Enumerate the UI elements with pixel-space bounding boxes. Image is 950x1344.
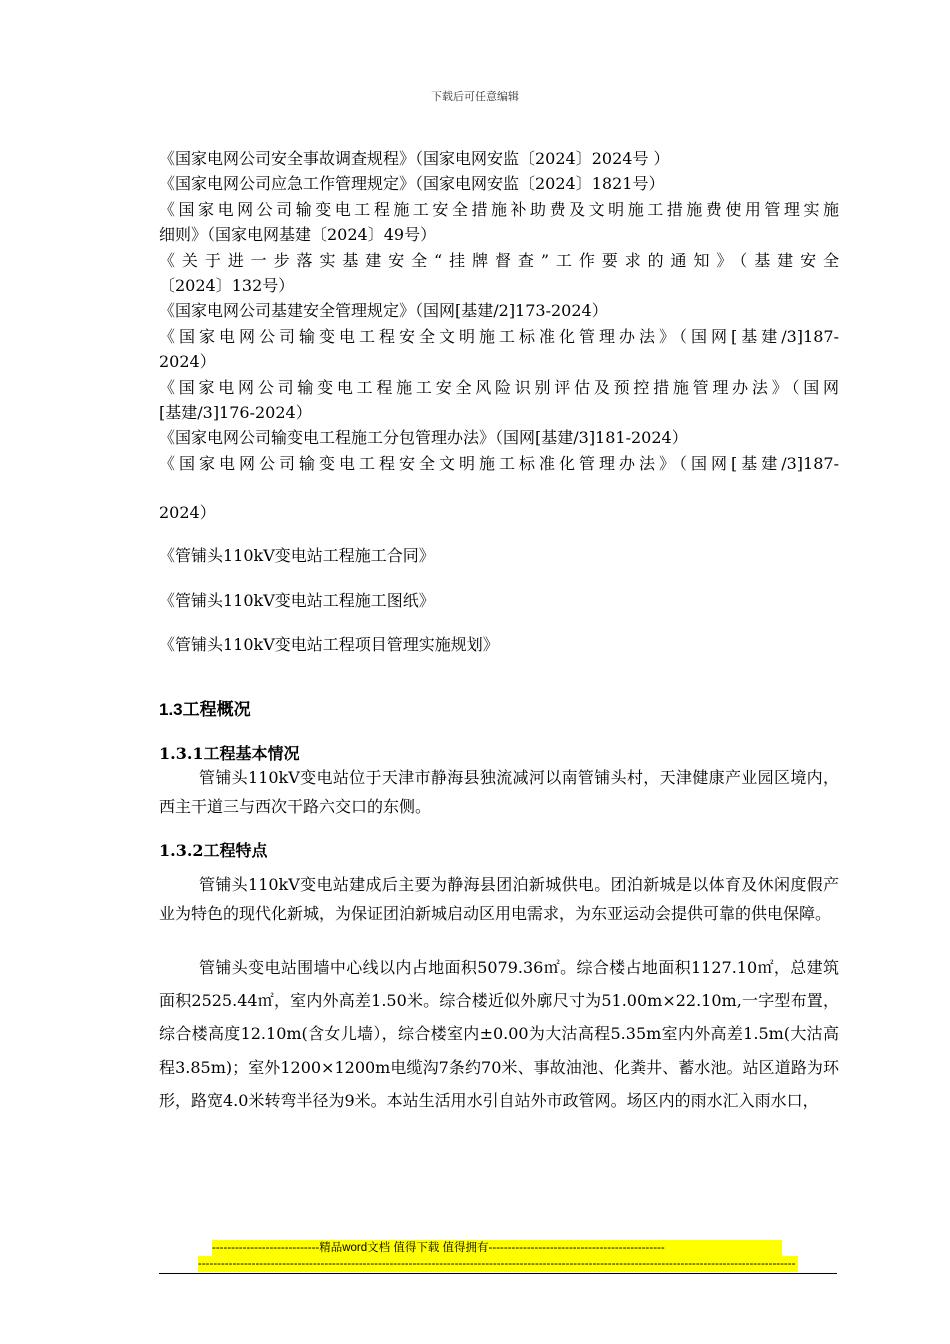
- footer-banner: [198, 1240, 798, 1272]
- document-item: 《管铺头110kV变电站工程施工合同》: [159, 546, 435, 565]
- paragraph-features-1: 管铺头110kV变电站建成后主要为静海县团泊新城供电。团泊新城是以体育及休闲度假产业为特色的现代化新城，为保证团泊新城启动区用电需求，为东亚运动会提供可靠的供电保障。: [159, 875, 839, 923]
- footer-divider: [159, 1273, 837, 1274]
- reference-item: 《关于进一步落实基建安全“挂牌督查”工作要求的通知》（基建安全: [159, 250, 839, 270]
- reference-item: 细则》（国家电网基建〔2024〕49号）: [159, 225, 437, 245]
- footer-banner-line: ------------------------------------------------------------------------------------------------------------------------------------------------------------: [198, 1256, 798, 1272]
- paragraph-basic-info: 管铺头110kV变电站位于天津市静海县独流减河以南管铺头村，天津健康产业园区境内，西主干道三与西次干路六交口的东侧。: [159, 768, 839, 816]
- section-heading-1-3-2: 1.3.2工程特点: [159, 841, 268, 860]
- document-item: 《管铺头110kV变电站工程项目管理实施规划》: [159, 635, 499, 654]
- reference-item: 2024）: [159, 352, 216, 372]
- footer-banner-line: ----------------------------精品word文档 值得下载 值得拥有----------------------------------------------: [212, 1240, 782, 1256]
- page-header: 下载后可任意编辑: [431, 90, 519, 103]
- document-item: 《管铺头110kV变电站工程施工图纸》: [159, 591, 435, 610]
- reference-item: 《国家电网公司输变电工程施工分包管理办法》（国网[基建/3]181-2024）: [159, 428, 688, 448]
- reference-item: 《国家电网公司应急工作管理规定》（国家电网安监〔2024〕1821号）: [159, 174, 665, 194]
- reference-item: 〔2024〕132号）: [159, 276, 295, 296]
- reference-item: [基建/3]176-2024）: [159, 403, 312, 423]
- reference-item: 《国家电网公司输变电工程施工安全措施补助费及文明施工措施费使用管理实施: [159, 199, 839, 219]
- reference-item: 《国家电网公司输变电工程安全文明施工标准化管理办法》（国网[基建/3]187-: [159, 453, 839, 473]
- reference-item: 《国家电网公司输变电工程施工安全风险识别评估及预控措施管理办法》（国网: [159, 377, 839, 397]
- section-heading-1-3-1: 1.3.1工程基本情况: [159, 744, 300, 763]
- reference-item: 《国家电网公司安全事故调查规程》（国家电网安监〔2024〕2024号 ）: [159, 149, 670, 168]
- paragraph-features-2: 管铺头变电站围墙中心线以内占地面积5079.36㎡。综合楼占地面积1127.10㎡，总建筑面积2525.44㎡，室内外高差1.50米。综合楼近似外廓尺寸为51.00m×22.10m,一字型布置，综合楼高度12.10m(含女儿墙），综合楼室内±0.00为大沽高程5.35m室内外高差1.5m(大沽高程3.85m)；室外1200×1200m电缆沟7条约70米、事故油池、化粪井、蓄水池。站区道路为环形，路宽4.0米转弯半径为9米。本站生活用水引自站外市政管网。场区内的雨水汇入雨水口，: [159, 958, 839, 1110]
- reference-item-tail: 2024）: [159, 503, 216, 522]
- reference-item: 《国家电网公司基建安全管理规定》（国网[基建/2]173-2024）: [159, 301, 608, 321]
- reference-list: [159, 146, 839, 476]
- reference-item: 《国家电网公司输变电工程安全文明施工标准化管理办法》（国网[基建/3]187-: [159, 326, 839, 346]
- section-heading-1-3: 1.3工程概况: [159, 700, 251, 719]
